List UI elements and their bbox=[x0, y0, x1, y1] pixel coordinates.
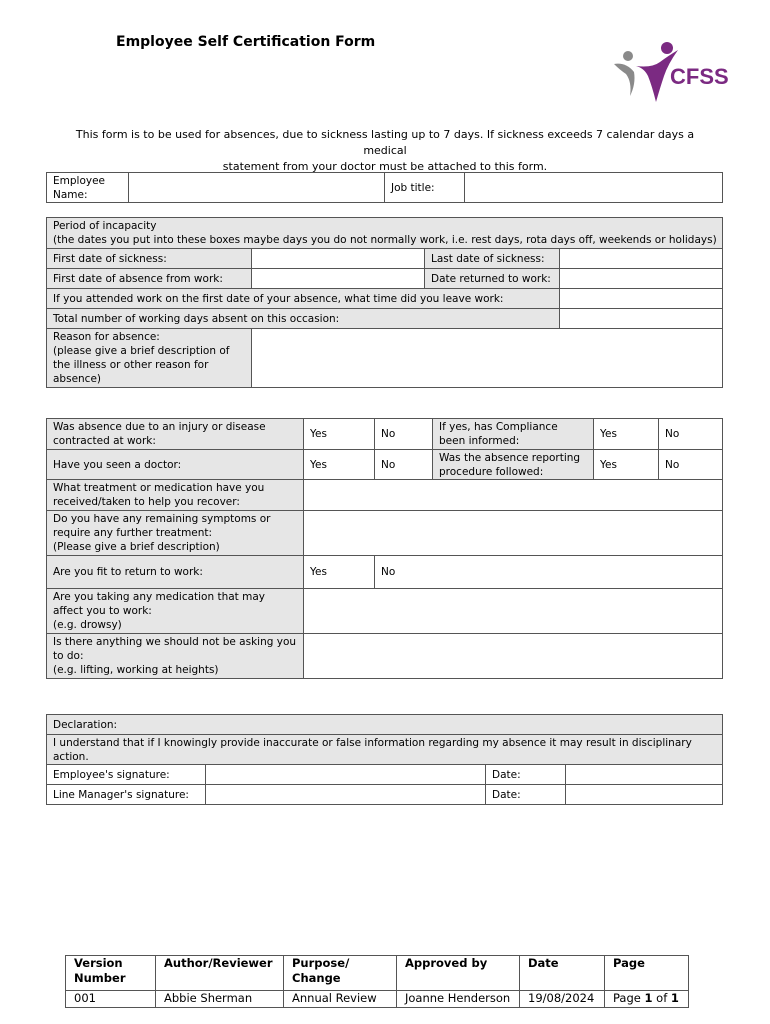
total-days-field[interactable] bbox=[560, 309, 723, 329]
reason-field[interactable] bbox=[252, 329, 723, 388]
attended-label: If you attended work on the first date of your absence, what time did you leave work: bbox=[47, 289, 560, 309]
questions-table bbox=[46, 418, 723, 679]
compliance-no[interactable]: No bbox=[659, 419, 723, 450]
form-title: Employee Self Certification Form bbox=[116, 34, 376, 50]
manager-signature-label: Line Manager's signature: bbox=[47, 785, 206, 805]
doctor-no[interactable]: No bbox=[375, 450, 433, 480]
version-value: 001 bbox=[66, 991, 156, 1008]
doctor-yes[interactable]: Yes bbox=[304, 450, 375, 480]
attended-field[interactable] bbox=[560, 289, 723, 309]
employee-date-label: Date: bbox=[486, 765, 566, 785]
medication-question: Are you taking any medication that may affect you to work: (e.g. drowsy) bbox=[47, 589, 304, 634]
purpose-value: Annual Review bbox=[284, 991, 397, 1008]
first-absence-label: First date of absence from work: bbox=[47, 269, 252, 289]
compliance-question: If yes, has Compliance been informed: bbox=[433, 419, 594, 450]
employee-name-field[interactable] bbox=[129, 173, 385, 203]
procedure-yes[interactable]: Yes bbox=[594, 450, 659, 480]
treatment-field[interactable] bbox=[304, 480, 723, 511]
doctor-question: Have you seen a doctor: bbox=[47, 450, 304, 480]
avoid-field[interactable] bbox=[304, 634, 723, 679]
cfss-logo bbox=[612, 40, 742, 106]
job-title-field[interactable] bbox=[465, 173, 723, 203]
header-approved: Approved by bbox=[397, 956, 520, 991]
header-version: Version Number bbox=[66, 956, 156, 991]
injury-no[interactable]: No bbox=[375, 419, 433, 450]
procedure-question: Was the absence reporting procedure followed: bbox=[433, 450, 594, 480]
symptoms-field[interactable] bbox=[304, 511, 723, 556]
last-sick-field[interactable] bbox=[560, 249, 723, 269]
declaration-table bbox=[46, 714, 723, 805]
declaration-statement: I understand that if I knowingly provide inaccurate or false information regarding my absence it may result in disciplinary action. bbox=[47, 735, 723, 765]
injury-yes[interactable]: Yes bbox=[304, 419, 375, 450]
reason-label: Reason for absence: (please give a brief description of the illness or other reason for absence) bbox=[47, 329, 252, 388]
version-table bbox=[65, 955, 689, 1008]
employee-date-field[interactable] bbox=[566, 765, 723, 785]
manager-date-field[interactable] bbox=[566, 785, 723, 805]
date-value: 19/08/2024 bbox=[520, 991, 605, 1008]
fit-question: Are you fit to return to work: bbox=[47, 556, 304, 589]
last-sick-label: Last date of sickness: bbox=[425, 249, 560, 269]
fit-no[interactable]: No bbox=[375, 556, 723, 589]
employee-signature-label: Employee's signature: bbox=[47, 765, 206, 785]
medication-field[interactable] bbox=[304, 589, 723, 634]
fit-yes[interactable]: Yes bbox=[304, 556, 375, 589]
page-value: Page 1 of 1 bbox=[605, 991, 689, 1008]
logo-text: CFSS bbox=[670, 64, 729, 89]
employee-name-label: Employee Name: bbox=[47, 173, 129, 203]
first-sick-field[interactable] bbox=[252, 249, 425, 269]
header-purpose: Purpose/ Change bbox=[284, 956, 397, 991]
period-table bbox=[46, 217, 723, 388]
employee-signature-field[interactable] bbox=[206, 765, 486, 785]
period-heading: Period of incapacity (the dates you put into these boxes maybe days you do not normally work, i.e. rest days, rota days off, weekends or holidays) bbox=[47, 218, 723, 249]
header-page: Page bbox=[605, 956, 689, 991]
manager-date-label: Date: bbox=[486, 785, 566, 805]
declaration-heading: Declaration: bbox=[47, 715, 723, 735]
author-value: Abbie Sherman bbox=[156, 991, 284, 1008]
returned-label: Date returned to work: bbox=[425, 269, 560, 289]
header-date: Date bbox=[520, 956, 605, 991]
approved-value: Joanne Henderson bbox=[397, 991, 520, 1008]
job-title-label: Job title: bbox=[385, 173, 465, 203]
first-absence-field[interactable] bbox=[252, 269, 425, 289]
procedure-no[interactable]: No bbox=[659, 450, 723, 480]
first-sick-label: First date of sickness: bbox=[47, 249, 252, 269]
header-author: Author/Reviewer bbox=[156, 956, 284, 991]
injury-question: Was absence due to an injury or disease contracted at work: bbox=[47, 419, 304, 450]
manager-signature-field[interactable] bbox=[206, 785, 486, 805]
total-days-label: Total number of working days absent on this occasion: bbox=[47, 309, 560, 329]
treatment-question: What treatment or medication have you received/taken to help you recover: bbox=[47, 480, 304, 511]
symptoms-question: Do you have any remaining symptoms or require any further treatment: (Please give a brief description) bbox=[47, 511, 304, 556]
compliance-yes[interactable]: Yes bbox=[594, 419, 659, 450]
employee-table bbox=[46, 172, 723, 203]
avoid-question: Is there anything we should not be asking you to do: (e.g. lifting, working at heights) bbox=[47, 634, 304, 679]
intro-text: This form is to be used for absences, due to sickness lasting up to 7 days. If sickness exceeds 7 calendar days a medical statement from your doctor must be attached to this form. bbox=[75, 128, 695, 173]
returned-field[interactable] bbox=[560, 269, 723, 289]
